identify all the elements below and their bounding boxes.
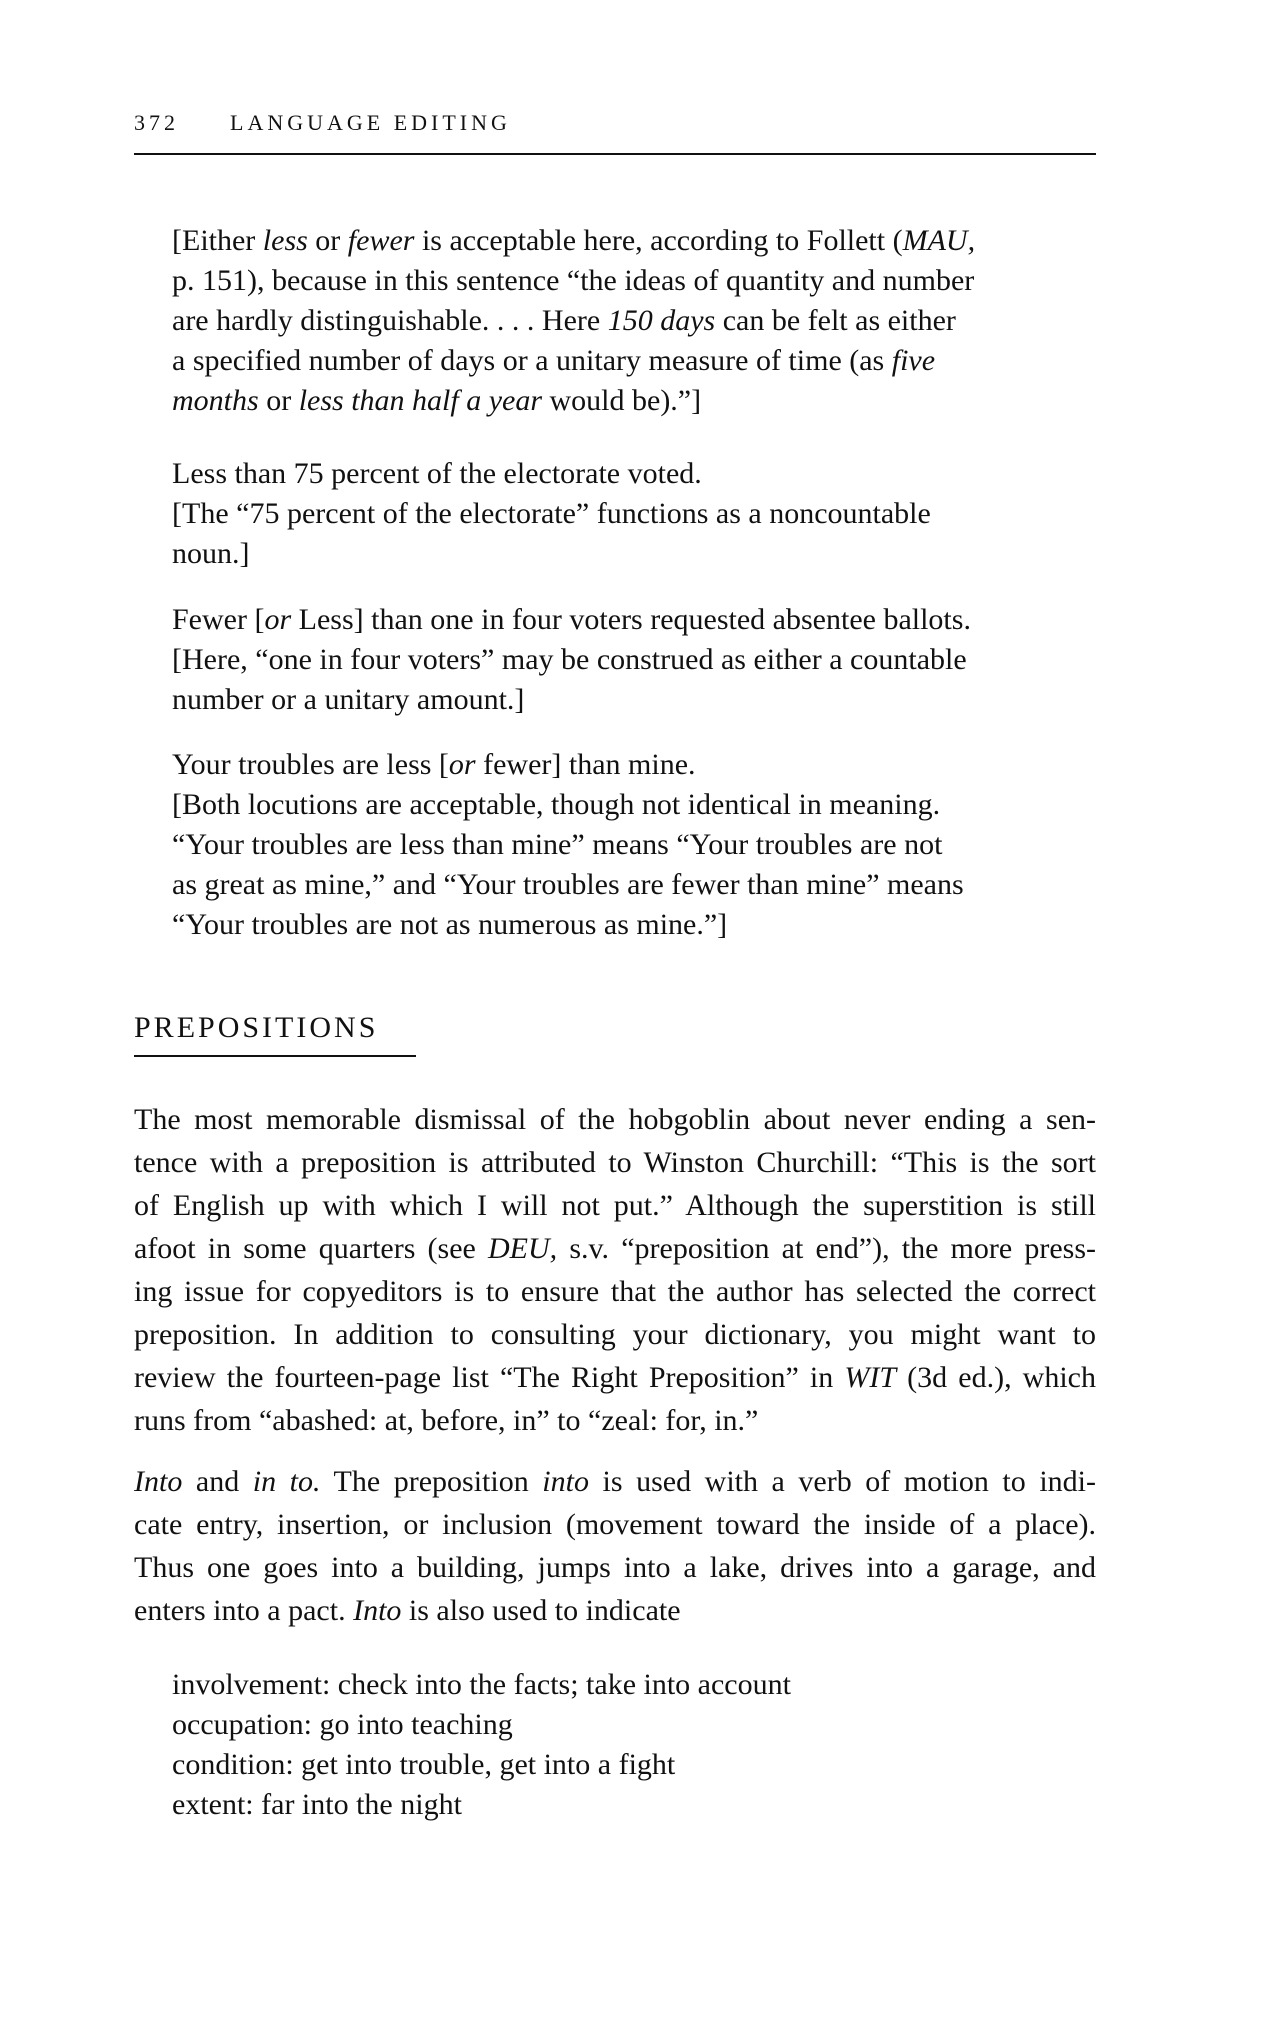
text-line: months or less than half a year would be).”] <box>172 384 702 417</box>
text-line: preposition. In addition to consulting your dictionary, you might want to <box>134 1318 1096 1351</box>
header-rule <box>134 153 1096 155</box>
text-line: [Both locutions are acceptable, though not identical in meaning. <box>172 788 941 821</box>
example-less-fewer-follett <box>172 221 1072 421</box>
text-line: [Here, “one in four voters” may be construed as either a countable <box>172 643 967 676</box>
list-item: occupation: go into teaching <box>172 1708 513 1741</box>
text-line: [Either less or fewer is acceptable here, according to Follett (MAU, <box>172 224 976 257</box>
example-electorate <box>172 454 1072 574</box>
paragraph-prepositions-intro <box>134 1098 1096 1442</box>
running-title: LANGUAGE EDITING <box>230 110 511 135</box>
section-title: PREPOSITIONS <box>134 1011 379 1044</box>
example-your-troubles <box>172 745 1072 945</box>
text-line: of English up with which I will not put.” Although the superstition is still <box>134 1189 1096 1222</box>
text-line: Into and in to. The preposition into is used with a verb of motion to indi- <box>134 1465 1096 1498</box>
into-usage-list <box>172 1665 1072 1825</box>
text-line: The most memorable dismissal of the hobgoblin about never ending a sen- <box>134 1103 1096 1136</box>
section-rule <box>134 1055 416 1057</box>
text-line: [The “75 percent of the electorate” functions as a noncountable <box>172 497 931 530</box>
text-line: p. 151), because in this sentence “the ideas of quantity and number <box>172 264 975 297</box>
text-line: “Your troubles are less than mine” means “Your troubles are not <box>172 828 943 861</box>
text-line: number or a unitary amount.] <box>172 683 525 716</box>
text-line: Your troubles are less [or fewer] than mine. <box>172 748 696 781</box>
text-line: review the fourteen-page list “The Right Preposition” in WIT (3d ed.), which <box>134 1361 1096 1394</box>
text-line: ing issue for copyeditors is to ensure that the author has selected the correct <box>134 1275 1096 1308</box>
list-item: involvement: check into the facts; take into account <box>172 1668 791 1701</box>
example-absentee-ballots <box>172 600 1072 720</box>
text-line: a specified number of days or a unitary measure of time (as five <box>172 344 936 377</box>
text-line: Less than 75 percent of the electorate voted. <box>172 457 702 490</box>
text-line: noun.] <box>172 537 250 570</box>
text-line: runs from “abashed: at, before, in” to “zeal: for, in.” <box>134 1404 759 1437</box>
text-line: enters into a pact. Into is also used to indicate <box>134 1594 681 1627</box>
running-head <box>134 110 1096 136</box>
list-item: condition: get into trouble, get into a fight <box>172 1748 676 1781</box>
paragraph-into-in-to <box>134 1460 1096 1632</box>
text-line: “Your troubles are not as numerous as mine.”] <box>172 908 728 941</box>
text-line: are hardly distinguishable. . . . Here 150 days can be felt as either <box>172 304 956 337</box>
text-line: tence with a preposition is attributed to Winston Churchill: “This is the sort <box>134 1146 1096 1179</box>
text-line: Fewer [or Less] than one in four voters requested absentee ballots. <box>172 603 971 636</box>
list-item: extent: far into the night <box>172 1788 462 1821</box>
text-line: afoot in some quarters (see DEU, s.v. “preposition at end”), the more press- <box>134 1232 1096 1265</box>
text-line: Thus one goes into a building, jumps into a lake, drives into a garage, and <box>134 1551 1096 1584</box>
text-line: cate entry, insertion, or inclusion (movement toward the inside of a place). <box>134 1508 1096 1541</box>
text-line: as great as mine,” and “Your troubles are fewer than mine” means <box>172 868 964 901</box>
page-number: 372 <box>134 110 179 135</box>
